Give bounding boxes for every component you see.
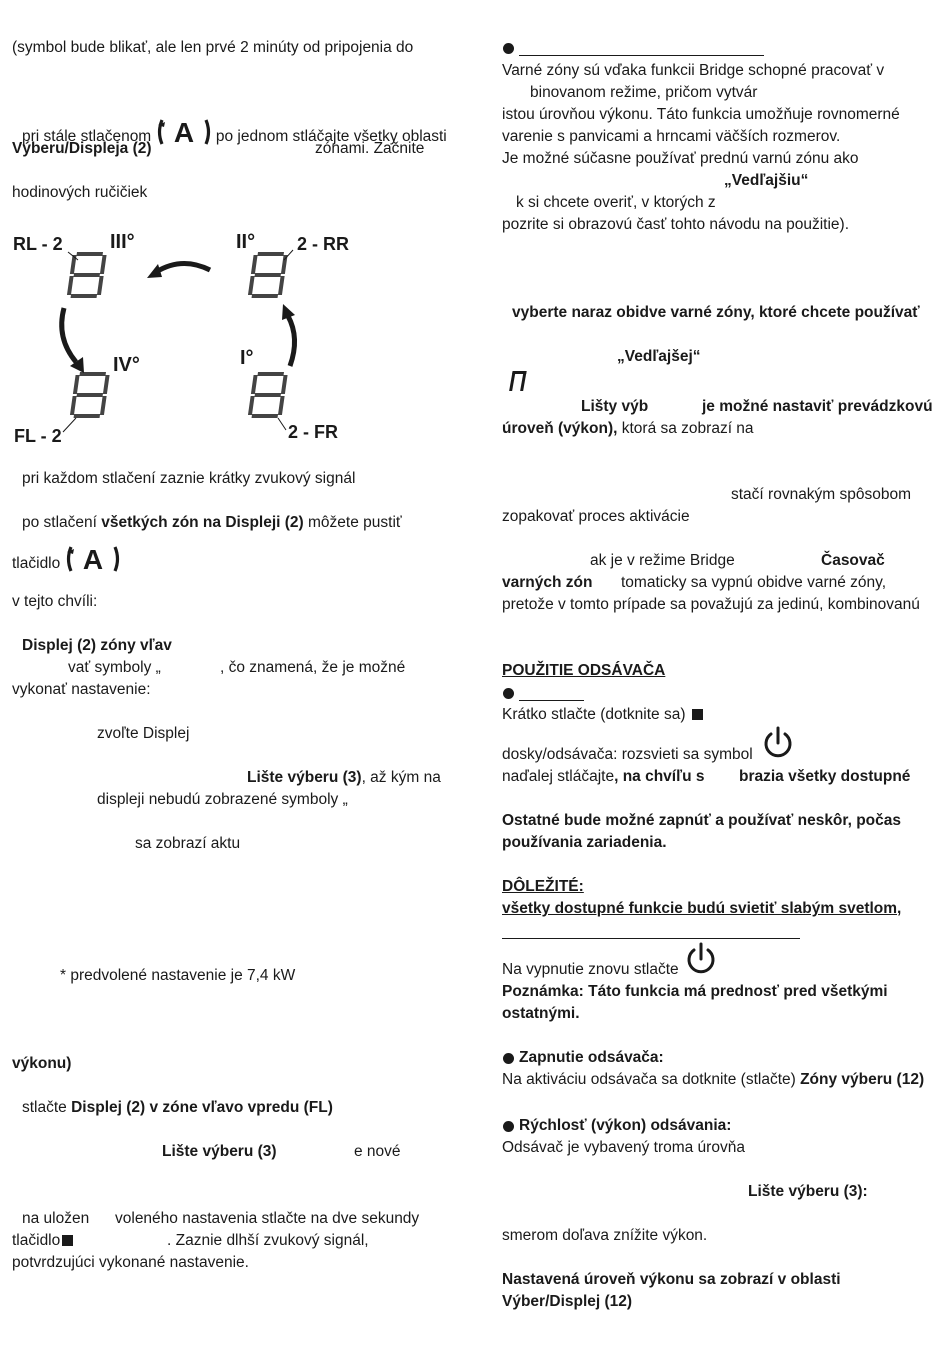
text-line: Poznámka: Táto funkcia má prednosť pred všetkými: [502, 983, 888, 1000]
text-line: výkonu): [12, 1055, 72, 1072]
arrow-icon: [147, 263, 210, 278]
power-icon: [685, 942, 717, 976]
text-line: [12, 1230, 75, 1252]
text-line: varenie s panvicami a hrncami väčších rozmerov.: [502, 128, 841, 145]
text-line: sa zobrazí aktu: [135, 835, 241, 852]
text-line: používania zariadenia.: [502, 834, 667, 851]
text-fragment: môžete pustiť: [303, 514, 402, 531]
label-zone-4: IV°: [113, 354, 140, 376]
a-button-letter: A: [173, 117, 194, 147]
text-line: „Vedľajšiu“: [724, 172, 809, 189]
text-line: [502, 1069, 924, 1091]
text-line: Odsávač je vybavený troma úrovňa: [502, 1139, 745, 1156]
text-fragment: Lište výberu (3): [247, 769, 362, 786]
square-icon: [692, 709, 703, 720]
label-zone-2: II°: [236, 231, 256, 253]
text-line: zopakovať proces aktivácie: [502, 508, 690, 525]
text-line: vykonať nastavenie:: [12, 681, 151, 698]
separator-line: [502, 938, 800, 939]
text-line: [22, 512, 402, 534]
section-heading: Rýchlosť (výkon) odsávania:: [519, 1117, 732, 1134]
text-line: binovanom režime, pričom vytvár: [530, 84, 758, 101]
text-line: . Zaznie dlhší zvukový signál,: [167, 1232, 369, 1249]
text-line: pri každom stlačení zaznie krátky zvukový signál: [22, 470, 356, 487]
text-line: displeji nebudú zobrazené symboly „: [97, 791, 348, 808]
text-fragment: po stlačení: [22, 514, 102, 531]
text-line: ak je v režime Bridge: [590, 552, 735, 569]
text-line: istou úrovňou výkonu. Táto funkcia umožňuje rovnomerné: [502, 106, 900, 123]
section-heading: POUŽITIE ODSÁVAČA: [502, 662, 666, 679]
seven-segment-8-icon: [67, 252, 107, 298]
text-line: Lišty výb: [581, 398, 649, 415]
text-fragment: stlačte: [22, 1099, 72, 1116]
text-line: Lište výberu (3):: [748, 1183, 868, 1200]
bullet-icon: [503, 688, 514, 699]
text-line: [12, 544, 121, 575]
text-line: všetky dostupné funkcie budú svietiť slabým svetlom,: [502, 900, 902, 917]
text-line: Displej (2) zóny vľav: [22, 637, 172, 654]
text-line: tomaticky sa vypnú obidve varné zóny,: [621, 574, 887, 591]
text-fragment: , na chvíľu s: [614, 768, 705, 785]
text-line: na uložen: [22, 1210, 90, 1227]
text-line: pretože v tomto prípade sa považujú za jedinú, kombinovanú: [502, 596, 920, 613]
text-line: [22, 1097, 333, 1119]
text-fragment: Zóny výberu (12): [800, 1071, 925, 1088]
bullet-icon: [503, 43, 514, 54]
text-line: k si chcete overiť, v ktorých z: [516, 194, 716, 211]
seven-segment-8-icon: [70, 372, 110, 418]
seven-segment-8-icon: [248, 372, 288, 418]
bullet-icon: [503, 1121, 514, 1132]
text-line: „Vedľajšej“: [617, 348, 701, 365]
square-icon: [62, 1235, 73, 1246]
text-line: Varné zóny sú vďaka funkcii Bridge schopné pracovať v: [502, 62, 885, 79]
diagram-graphics: [0, 220, 420, 450]
text-fragment: naďalej stláčajte: [502, 768, 615, 785]
bullet-icon: [503, 1053, 514, 1064]
text-line: [502, 418, 754, 440]
text-line: Na vypnutie znovu stlačte: [502, 961, 679, 978]
label-zone-3: III°: [110, 231, 135, 253]
text-fragment: pri stále stlačenom: [22, 128, 152, 145]
text-line: * predvolené nastavenie je 7,4 kW: [60, 967, 296, 984]
text-line: [502, 704, 705, 726]
text-fragment: , až kým na: [361, 769, 441, 786]
text-line: Je možné súčasne používať prednú varnú zónu ako: [502, 150, 859, 167]
text-fragment: Displej (2) v zóne vľavo vpredu (FL): [71, 1099, 333, 1116]
arrow-icon: [62, 308, 84, 373]
text-fragment: tlačidlo: [12, 1232, 61, 1249]
text-fragment: ktorá sa zobrazí na: [617, 420, 754, 437]
text-fragment: Na aktiváciu odsávača sa dotknite (stlačte): [502, 1071, 801, 1088]
bridge-symbol-icon: [506, 369, 534, 393]
text-line: , čo znamená, že je možné: [220, 659, 406, 676]
a-button-icon: [156, 117, 212, 147]
text-line: dosky/odsávača: rozsvieti sa symbol: [502, 746, 753, 763]
text-line: ostatnými.: [502, 1005, 580, 1022]
text-line: smerom doľava znížite výkon.: [502, 1227, 708, 1244]
text-fragment: tlačidlo: [12, 555, 61, 572]
text-line: (symbol bude blikať, ale len prvé 2 minúty od pripojenia do: [12, 39, 414, 56]
text-line: Nastavená úroveň výkonu sa zobrazí v oblasti: [502, 1271, 841, 1288]
text-line: potvrdzujúci vykonané nastavenie.: [12, 1254, 249, 1271]
text-line: Lište výberu (3): [162, 1143, 277, 1160]
text-line: Ostatné bude možné zapnúť a používať neskôr, počas: [502, 812, 901, 829]
text-line: v tejto chvíli:: [12, 593, 98, 610]
text-line: Časovač: [821, 552, 885, 569]
text-line: vyberte naraz obidve varné zóny, ktoré chcete používať: [512, 304, 920, 321]
arrow-icon: [282, 304, 295, 366]
text-fragment: Krátko stlačte (dotknite sa): [502, 706, 686, 723]
text-line: hodinových ručičiek: [12, 184, 148, 201]
text-line: varných zón: [502, 574, 593, 591]
text-line: Výberu/Displeja (2): [12, 140, 152, 157]
text-line: [247, 767, 441, 789]
text-line: stačí rovnakým spôsobom: [731, 486, 912, 503]
text-fragment: po jednom stláčajte všetky oblasti: [215, 128, 447, 145]
text-line: je možné nastaviť prevádzkovú: [702, 398, 933, 415]
power-icon: [762, 726, 794, 760]
a-button-letter: A: [82, 544, 103, 574]
text-line: vať symboly „: [68, 659, 161, 676]
text-line: zónami. Začnite: [315, 140, 425, 157]
text-line: e nové: [354, 1143, 401, 1160]
text-line: [502, 766, 704, 788]
text-line: brazia všetky dostupné: [739, 768, 911, 785]
text-line: pozrite si obrazovú časť tohto návodu na použitie).: [502, 216, 850, 233]
label-fr: 2 - FR: [288, 422, 339, 442]
heading-underline: [519, 700, 584, 701]
text-line: zvoľte Displej: [97, 725, 190, 742]
text-fragment: všetkých zón na Displeji (2): [101, 514, 304, 531]
seven-segment-8-icon: [248, 252, 288, 298]
section-heading: Zapnutie odsávača:: [519, 1049, 664, 1066]
section-heading: DÔLEŽITÉ:: [502, 878, 584, 895]
text-fragment: úroveň (výkon),: [502, 420, 618, 437]
label-rl: RL - 2: [13, 234, 63, 254]
heading-underline: [519, 55, 764, 56]
label-fl: FL - 2: [14, 426, 62, 446]
text-line: Výber/Displej (12): [502, 1293, 633, 1310]
label-zone-1: I°: [240, 347, 254, 369]
text-line: voleného nastavenia stlačte na dve sekundy: [115, 1210, 420, 1227]
a-button-icon: [65, 544, 121, 574]
label-rr: 2 - RR: [297, 234, 350, 254]
